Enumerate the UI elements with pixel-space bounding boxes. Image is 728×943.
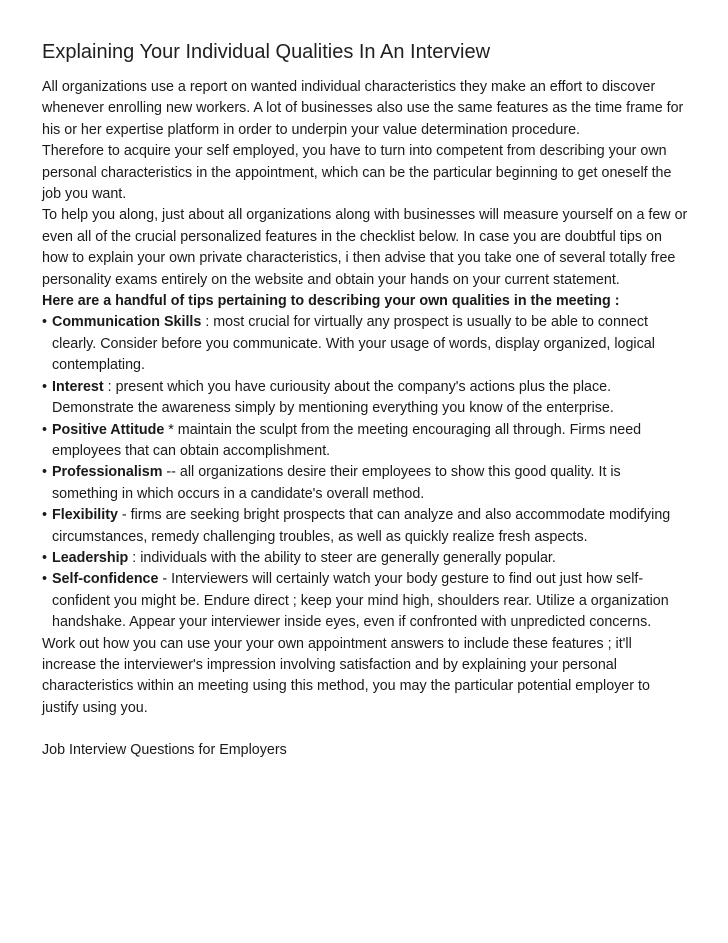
qualities-list bbox=[42, 312, 688, 633]
closing-paragraph: Work out how you can use your your own appointment answers to include these features ; it'll increase the interviewer's impression involving satisfaction and by explaining your personal characteristics within an meeting using this method, you may the particular potential employer to justify using you. bbox=[42, 635, 650, 716]
bullet-icon: • bbox=[42, 378, 48, 395]
list-item bbox=[42, 377, 688, 420]
bullet-icon: • bbox=[42, 464, 48, 481]
related-article-link[interactable]: Job Interview Questions for Employers bbox=[42, 742, 287, 759]
quality-text: - Interviewers will certainly watch your body gesture to find out just how self-confident you might be. Endure direct ; keep your mind high, shoulders rear. Utilize a organization handshake. Appear your interviewer inside eyes, even if confronted with unpredicted concerns. bbox=[52, 571, 669, 631]
intro-paragraph: Therefore to acquire your self employed, you have to turn into competent from describing your own personal characteristics in the appointment, which can be the particular beginning to get oneself the job you want. bbox=[42, 143, 672, 203]
list-item bbox=[42, 312, 688, 376]
tips-heading: Here are a handful of tips pertaining to describing your own qualities in the meeting : bbox=[42, 293, 620, 310]
quality-name: Communication Skills bbox=[52, 314, 202, 331]
quality-name: Self-confidence bbox=[52, 571, 159, 588]
intro-paragraph: To help you along, just about all organizations along with businesses will measure yourself on a few or even all of the crucial personalized features in the checklist below. In case you are doubtful tips on how to explain your own private characteristics, i then advise that you take one of several totally free personality exams entirely on the website and obtain your hands on your current statement. bbox=[42, 207, 688, 288]
quality-text: -- all organizations desire their employees to show this good quality. It is something in which occurs in a candidate's overall method. bbox=[52, 464, 621, 502]
quality-text: - firms are seeking bright prospects that can analyze and also accommodate modifying circumstances, remedy challenging troubles, as well as quickly realize fresh aspects. bbox=[52, 507, 671, 545]
quality-text: : most crucial for virtually any prospect is usually to be able to connect clearly. Consider before you communicate. With your usage of words, display organized, logical contemplating. bbox=[52, 314, 655, 374]
quality-name: Flexibility bbox=[52, 507, 118, 524]
bullet-icon: • bbox=[42, 314, 48, 331]
list-item bbox=[42, 462, 688, 505]
quality-name: Positive Attitude bbox=[52, 421, 165, 438]
list-item bbox=[42, 420, 688, 463]
bullet-icon: • bbox=[42, 507, 48, 524]
quality-name: Professionalism bbox=[52, 464, 163, 481]
list-item bbox=[42, 548, 688, 569]
page-title: Explaining Your Individual Qualities In An Interview bbox=[42, 41, 491, 63]
quality-name: Leadership bbox=[52, 549, 129, 566]
list-item bbox=[42, 569, 688, 633]
bullet-icon: • bbox=[42, 421, 48, 438]
bullet-icon: • bbox=[42, 549, 48, 566]
list-item bbox=[42, 505, 688, 548]
bullet-icon: • bbox=[42, 571, 48, 588]
quality-text: : present which you have curiousity about the company's actions plus the place. Demonstrate the awareness simply by mentioning everything you know of the enterprise. bbox=[52, 378, 614, 417]
quality-name: Interest bbox=[52, 378, 104, 395]
quality-text: * maintain the sculpt from the meeting encouraging all through. Firms need employees that can obtain accomplishment. bbox=[52, 421, 642, 459]
quality-text: : individuals with the ability to steer are generally generally popular. bbox=[128, 549, 556, 566]
article-body bbox=[42, 77, 688, 719]
intro-paragraph: All organizations use a report on wanted individual characteristics they make an effort to discover whenever enrolling new workers. A lot of businesses also use the same features as the time frame for his or her expertise platform in order to underpin your value determination procedure. bbox=[42, 79, 684, 138]
